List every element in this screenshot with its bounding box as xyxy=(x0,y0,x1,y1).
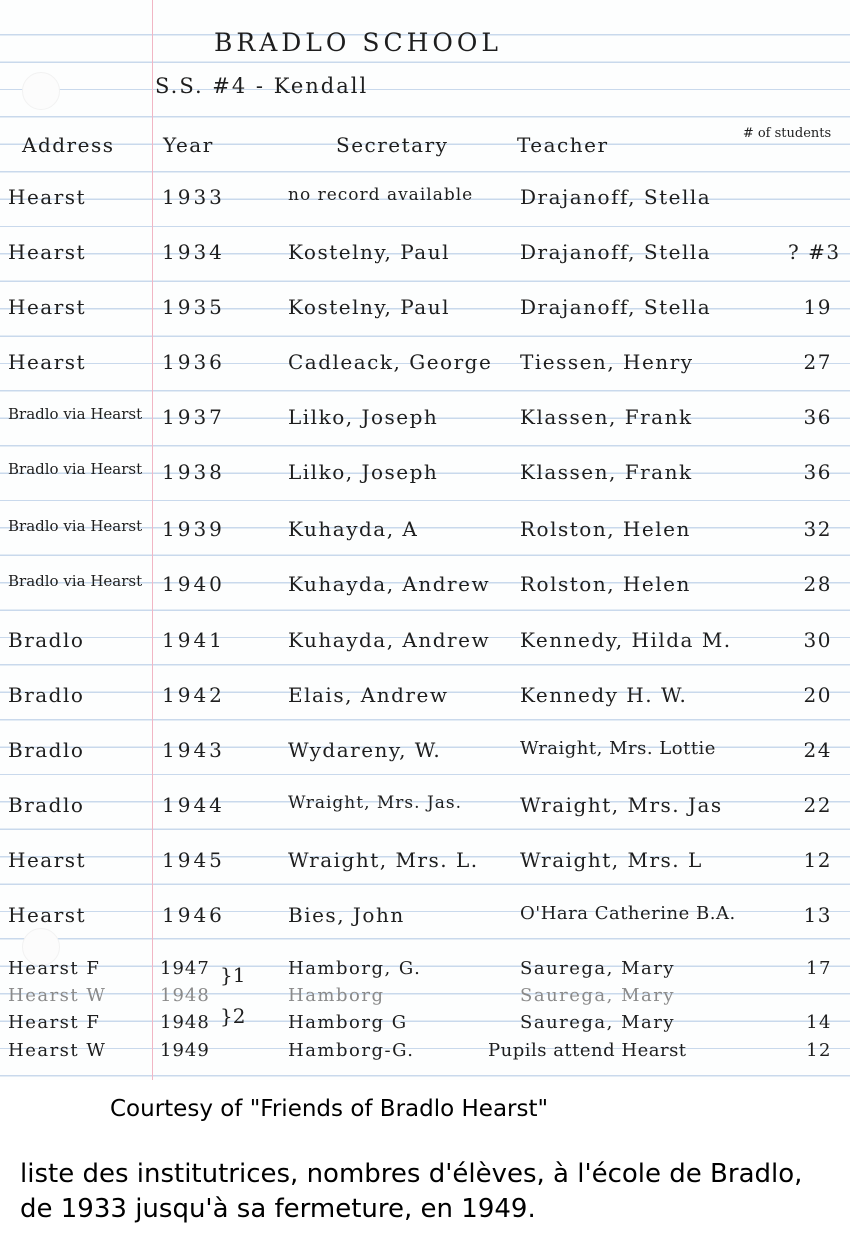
column-header-students: # of students xyxy=(742,126,832,141)
cell-year: 1937 xyxy=(162,405,225,429)
cell-students: 12 xyxy=(803,848,832,872)
courtesy-line: Courtesy of "Friends of Bradlo Hearst" xyxy=(110,1096,549,1122)
cell-teacher: Tiessen, Henry xyxy=(520,350,694,374)
table-row xyxy=(0,1012,850,1042)
cell-address: Hearst F xyxy=(8,1012,101,1033)
cell-address: Bradlo via Hearst xyxy=(8,405,143,423)
cell-year: 1949 xyxy=(160,1040,210,1061)
cell-year: 1934 xyxy=(162,240,225,264)
cell-students: ? #3 xyxy=(788,240,841,264)
school-subtitle: S.S. #4 - Kendall xyxy=(155,74,369,98)
cell-year: 1948 xyxy=(160,985,210,1006)
cell-secretary: Cadleack, George xyxy=(288,350,493,374)
cell-teacher: Saurega, Mary xyxy=(520,1012,676,1033)
cell-year: 1936 xyxy=(162,350,225,374)
table-row xyxy=(0,903,850,933)
cell-secretary: Elais, Andrew xyxy=(288,683,449,707)
table-row xyxy=(0,460,850,490)
cell-year: 1933 xyxy=(162,185,225,209)
cell-year: 1939 xyxy=(162,517,225,541)
table-row xyxy=(0,185,850,215)
cell-secretary: Kuhayda, Andrew xyxy=(288,628,491,652)
cell-teacher: Wraight, Mrs. L xyxy=(520,848,703,872)
table-row xyxy=(0,405,850,435)
table-row xyxy=(0,350,850,380)
column-header-year: Year xyxy=(163,133,214,157)
cell-secretary: Kostelny, Paul xyxy=(288,240,450,264)
cell-secretary: Lilko, Joseph xyxy=(288,405,439,429)
cell-students: 20 xyxy=(803,683,832,707)
cell-address: Hearst F xyxy=(8,958,101,979)
cell-address: Hearst xyxy=(8,240,87,264)
brace-mark: }1 xyxy=(220,963,246,987)
cell-teacher: Rolston, Helen xyxy=(520,572,691,596)
table-row xyxy=(0,985,850,1015)
cell-secretary: Hamborg G xyxy=(288,1012,408,1033)
cell-teacher: Drajanoff, Stella xyxy=(520,295,712,319)
cell-teacher: Kennedy, Hilda M. xyxy=(520,628,732,652)
cell-secretary: Bies, John xyxy=(288,903,405,927)
table-row xyxy=(0,1040,850,1070)
cell-address: Bradlo xyxy=(8,793,85,817)
cell-teacher: Klassen, Frank xyxy=(520,460,693,484)
cell-students: 19 xyxy=(803,295,832,319)
cell-year: 1942 xyxy=(162,683,225,707)
cell-students: 32 xyxy=(803,517,832,541)
cell-address: Hearst xyxy=(8,350,87,374)
cell-address: Bradlo xyxy=(8,738,85,762)
table-row xyxy=(0,517,850,547)
cell-secretary: Kostelny, Paul xyxy=(288,295,450,319)
column-header-teacher: Teacher xyxy=(517,133,609,157)
brace-mark: }2 xyxy=(220,1004,246,1028)
cell-secretary: Lilko, Joseph xyxy=(288,460,439,484)
column-header-secretary: Secretary xyxy=(336,133,449,157)
cell-students: 28 xyxy=(803,572,832,596)
cell-teacher: Drajanoff, Stella xyxy=(520,240,712,264)
cell-address: Hearst xyxy=(8,848,87,872)
cell-year: 1941 xyxy=(162,628,225,652)
binder-hole xyxy=(22,72,60,110)
cell-address: Bradlo xyxy=(8,683,85,707)
cell-secretary: Wydareny, W. xyxy=(288,738,442,762)
cell-secretary: Hamborg-G. xyxy=(288,1040,415,1061)
cell-teacher: Rolston, Helen xyxy=(520,517,691,541)
cell-address: Hearst xyxy=(8,295,87,319)
column-header-address: Address xyxy=(22,133,115,157)
cell-students: 24 xyxy=(803,738,832,762)
cell-address: Bradlo via Hearst xyxy=(8,572,143,590)
cell-address: Bradlo via Hearst xyxy=(8,517,143,535)
cell-year: 1947 xyxy=(160,958,210,979)
cell-teacher: Saurega, Mary xyxy=(520,985,676,1006)
cell-year: 1935 xyxy=(162,295,225,319)
cell-year: 1944 xyxy=(162,793,225,817)
cell-secretary: Wraight, Mrs. Jas. xyxy=(288,793,463,813)
cell-teacher: Wraight, Mrs. Lottie xyxy=(520,738,716,759)
cell-year: 1940 xyxy=(162,572,225,596)
cell-year: 1945 xyxy=(162,848,225,872)
cell-teacher: Drajanoff, Stella xyxy=(520,185,712,209)
cell-teacher: Pupils attend Hearst xyxy=(488,1040,687,1061)
cell-students: 27 xyxy=(803,350,832,374)
cell-year: 1946 xyxy=(162,903,225,927)
cell-teacher: Klassen, Frank xyxy=(520,405,693,429)
cell-secretary: Kuhayda, A xyxy=(288,517,419,541)
cell-students: 30 xyxy=(803,628,832,652)
cell-students: 36 xyxy=(803,460,832,484)
table-row xyxy=(0,793,850,823)
table-row xyxy=(0,738,850,768)
cell-students: 12 xyxy=(806,1040,832,1061)
cell-secretary: Hamborg xyxy=(288,985,385,1006)
cell-students: 13 xyxy=(803,903,832,927)
table-row xyxy=(0,958,850,988)
cell-address: Bradlo via Hearst xyxy=(8,460,143,478)
table-row xyxy=(0,628,850,658)
cell-students: 22 xyxy=(803,793,832,817)
cell-students: 36 xyxy=(803,405,832,429)
cell-address: Hearst W xyxy=(8,985,107,1006)
cell-address: Bradlo xyxy=(8,628,85,652)
cell-address: Hearst W xyxy=(8,1040,107,1061)
cell-secretary: Hamborg, G. xyxy=(288,958,422,979)
table-row xyxy=(0,295,850,325)
cell-students: 14 xyxy=(806,1012,832,1033)
table-row xyxy=(0,683,850,713)
brace-marks xyxy=(220,962,245,1030)
cell-teacher: Wraight, Mrs. Jas xyxy=(520,793,723,817)
table-row xyxy=(0,240,850,270)
cell-teacher: Saurega, Mary xyxy=(520,958,676,979)
caption: liste des institutrices, nombres d'élèves, à l'école de Bradlo, de 1933 jusqu'à sa fermeture, en 1949. xyxy=(20,1159,803,1224)
table-row xyxy=(0,848,850,878)
cell-address: Hearst xyxy=(8,185,87,209)
cell-year: 1948 xyxy=(160,1012,210,1033)
cell-secretary: Wraight, Mrs. L. xyxy=(288,848,479,872)
cell-secretary: Kuhayda, Andrew xyxy=(288,572,491,596)
cell-year: 1938 xyxy=(162,460,225,484)
cell-teacher: Kennedy H. W. xyxy=(520,683,688,707)
cell-secretary: no record available xyxy=(288,185,474,205)
cell-teacher: O'Hara Catherine B.A. xyxy=(520,903,736,924)
cell-students: 17 xyxy=(806,958,832,979)
school-title: BRADLO SCHOOL xyxy=(214,28,502,57)
cell-year: 1943 xyxy=(162,738,225,762)
table-row xyxy=(0,572,850,602)
cell-address: Hearst xyxy=(8,903,87,927)
